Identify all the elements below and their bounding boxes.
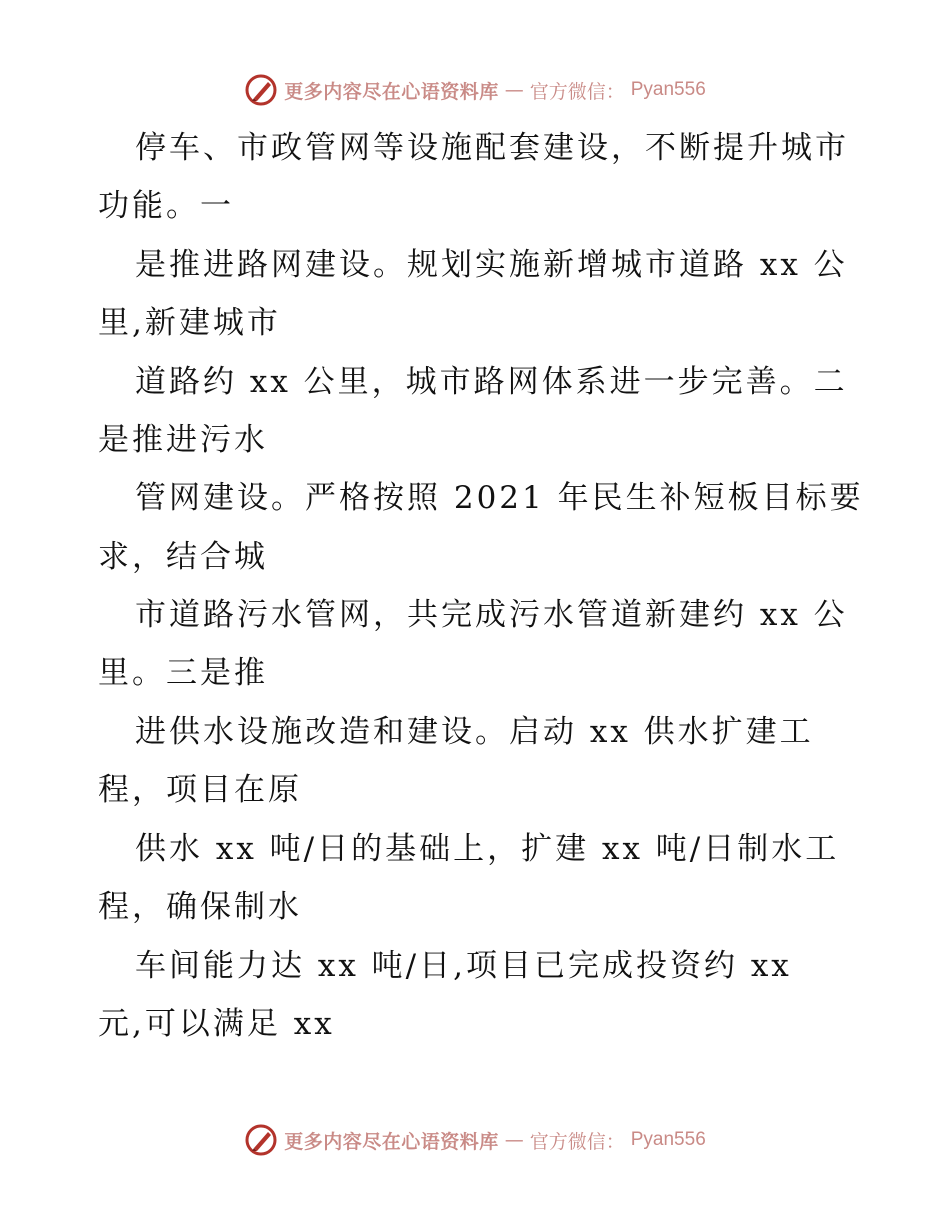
header-wechat-id: Pyan556 <box>630 79 706 100</box>
body-line-15: 车间能力达 xx 吨/日,项目已完成投资约 xx <box>135 948 792 984</box>
body-line-10: 里。三是推 <box>98 655 268 691</box>
header-separator: — <box>504 79 524 101</box>
pen-logo-icon <box>244 1123 278 1157</box>
header-wechat-label: 官方微信： <box>529 80 625 103</box>
body-line-9: 市道路污水管网，共完成污水管道新建约 xx 公 <box>135 597 848 633</box>
body-line-13: 供水 xx 吨/日的基础上，扩建 xx 吨/日制水工 <box>135 831 840 867</box>
footer-separator: — <box>504 1129 524 1151</box>
body-line-5: 道路约 xx 公里，城市路网体系进一步完善。二 <box>135 364 848 400</box>
body-line-16: 元,可以满足 xx <box>98 1006 335 1042</box>
footer-site-text: 更多内容尽在心语资料库 <box>284 1130 499 1153</box>
body-line-3: 是推进路网建设。规划实施新增城市道路 xx 公 <box>135 247 848 283</box>
body-line-2: 功能。一 <box>98 188 234 224</box>
body-line-6: 是推进污水 <box>98 422 268 458</box>
footer-wechat-label: 官方微信： <box>529 1130 625 1153</box>
pen-logo-icon <box>244 73 278 107</box>
body-line-12: 程，项目在原 <box>98 772 302 808</box>
body-line-11: 进供水设施改造和建设。启动 xx 供水扩建工 <box>135 714 814 750</box>
body-line-14: 程，确保制水 <box>98 889 302 925</box>
header-site-text: 更多内容尽在心语资料库 <box>284 80 499 103</box>
footer-banner <box>0 1118 950 1162</box>
footer-wechat-id: Pyan556 <box>630 1129 706 1150</box>
body-line-7: 管网建设。严格按照 2021 年民生补短板目标要 <box>135 480 864 516</box>
body-line-1: 停车、市政管网等设施配套建设，不断提升城市 <box>135 130 849 166</box>
body-line-4: 里,新建城市 <box>98 305 281 341</box>
header-banner <box>0 68 950 112</box>
body-line-8: 求，结合城 <box>98 539 268 575</box>
